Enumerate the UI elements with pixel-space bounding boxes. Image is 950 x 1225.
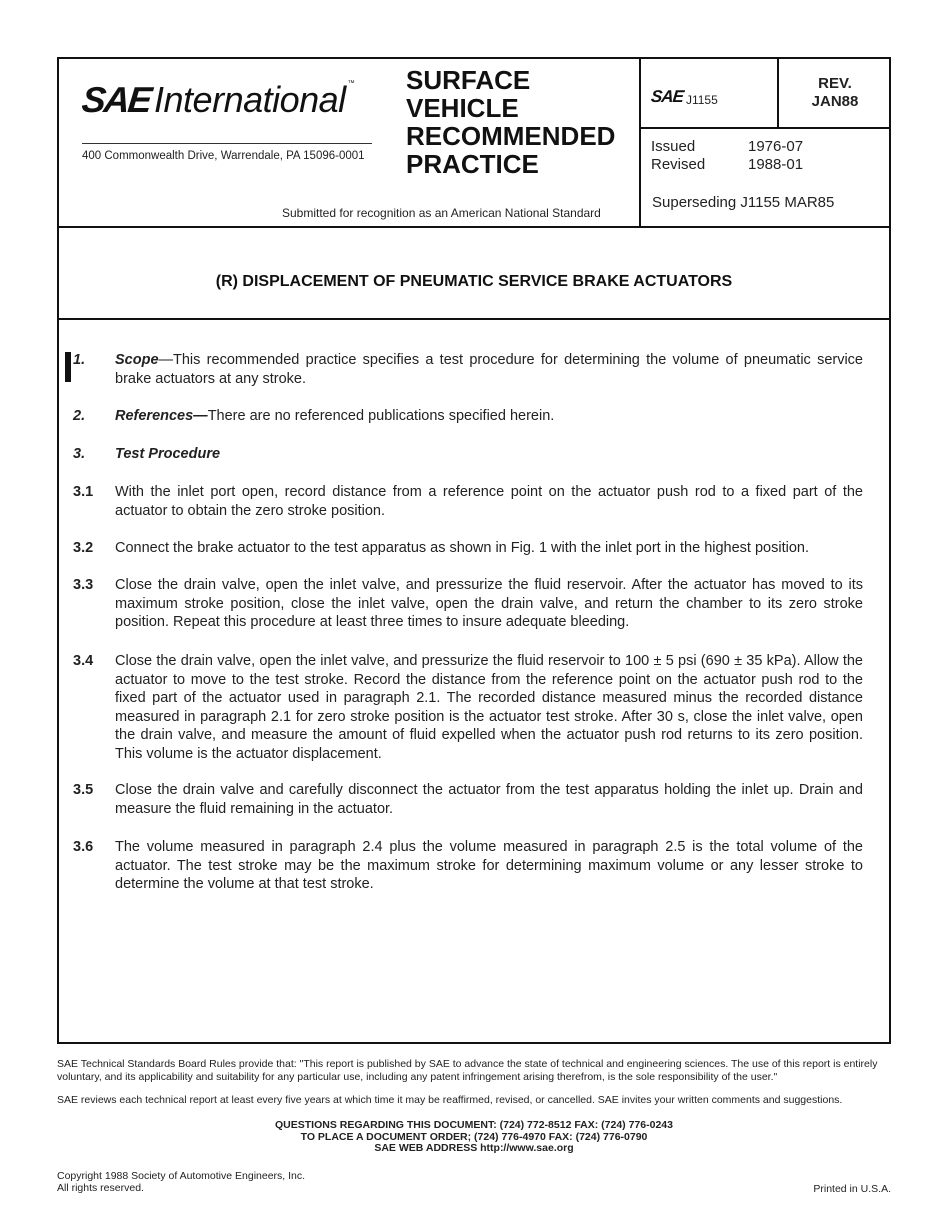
- logo-sae-mark: SAE: [79, 79, 153, 120]
- document-type: [406, 66, 615, 178]
- section-heading: References—: [115, 408, 208, 424]
- section-text: [115, 445, 863, 464]
- superseding-note: Superseding J1155 MAR85: [652, 194, 835, 211]
- contact-web: SAE WEB ADDRESS http://www.sae.org: [374, 1142, 574, 1154]
- section-number: 2.: [73, 408, 86, 424]
- printed-in: Printed in U.S.A.: [813, 1183, 891, 1195]
- section-heading: Test Procedure: [115, 446, 221, 462]
- header-column-rule: [639, 57, 641, 228]
- section-body: Connect the brake actuator to the test apparatus as shown in Fig. 1 with the inlet port in the highest position.: [115, 540, 809, 556]
- section-3-4: [73, 652, 863, 763]
- section-number: 1.: [73, 352, 86, 368]
- section-3: [73, 445, 863, 464]
- section-body: The volume measured in paragraph 2.4 plus the volume measured in paragraph 2.5 is the total volume of the actuator. The test stroke may be the maximum stroke for determining maximum volume or any lesser stroke to determine the volume at that test stroke.: [115, 839, 863, 892]
- section-body: Close the drain valve, open the inlet valve, and pressurize the fluid reservoir to 100 ± 5 psi (690 ± 35 kPa). Allow the actuator to move to the test stroke. Record the distance from the reference point on the actuator push rod to the fixed part of the actuator used in paragraph 2.1. The recorded distance measured minus the recorded distance measured in paragraph 2.1 for zero stroke position is the actuator test stroke. After 30 s, close the inlet valve, open the drain valve, and measure the amount of fluid expelled when the actuator push rod returns to its zero position. This volume is the actuator displacement.: [115, 653, 863, 762]
- copyright: [57, 1170, 305, 1194]
- rev-label: REV.: [818, 75, 852, 92]
- section-number: 3.2: [73, 540, 94, 556]
- section-heading: Scope: [115, 352, 159, 368]
- section-3-3: [73, 576, 863, 632]
- document-title: (R) DISPLACEMENT OF PNEUMATIC SERVICE BRAKE ACTUATORS: [215, 273, 733, 290]
- revision-bar: [65, 352, 71, 382]
- section-number: 3.: [73, 446, 86, 462]
- issued-date: 1976-07: [748, 138, 804, 155]
- doc-type-line: VEHICLE: [406, 93, 519, 123]
- sae-international-logo: [79, 78, 355, 120]
- doc-type-line: SURFACE: [406, 65, 531, 95]
- contact-info: [57, 1120, 891, 1155]
- issued-row: [651, 138, 803, 156]
- document-number: [651, 87, 718, 107]
- section-body: There are no referenced publications specified herein.: [207, 408, 555, 424]
- contact-order: TO PLACE A DOCUMENT ORDER; (724) 776-4970 FAX: (724) 776-0790: [300, 1130, 648, 1143]
- copyright-line: Copyright 1988 Society of Automotive Engineers, Inc.: [57, 1170, 306, 1182]
- section-number: 3.6: [73, 839, 94, 855]
- section-1: [73, 351, 863, 388]
- rights-line: All rights reserved.: [57, 1182, 144, 1194]
- board-rules-note: SAE Technical Standards Board Rules provide that: "This report is published by SAE to advance the state of technical and engineering sciences. The use of this report is entirely voluntary, and its applicability and suitability for any particular use, including any patent infringement arising therefrom, is the sole responsibility of the user.": [57, 1058, 878, 1083]
- revision-box: [779, 75, 891, 111]
- section-3-6: [73, 838, 863, 894]
- logo-rule: [82, 143, 372, 144]
- section-body: Close the drain valve, open the inlet valve, and pressurize the fluid reservoir. After the actuator has moved to its maximum stroke position, close the inlet valve, open the drain valve, and return the chamber to its zero stroke position. Repeat this procedure at least three times to insure adequate bleeding.: [115, 577, 863, 630]
- logo-international-text: International: [154, 79, 346, 120]
- revised-date: 1988-01: [748, 156, 804, 173]
- section-number: 3.3: [73, 577, 94, 593]
- doc-type-line: PRACTICE: [406, 149, 539, 179]
- rev-date: JAN88: [811, 93, 859, 110]
- section-text: [115, 351, 863, 388]
- trademark-mark: ™: [347, 80, 355, 87]
- ansi-submission-note: Submitted for recognition as an American National Standard: [282, 206, 601, 220]
- address: 400 Commonwealth Drive, Warrendale, PA 15096-0001: [82, 150, 365, 162]
- section-number: 3.5: [73, 782, 94, 798]
- section-3-5: [73, 781, 863, 818]
- revised-row: [651, 156, 803, 174]
- section-3-2: [73, 539, 863, 558]
- number-row-rule: [639, 127, 891, 129]
- issued-label: Issued: [651, 138, 696, 155]
- revised-label: Revised: [651, 156, 706, 173]
- section-number: 3.4: [73, 653, 94, 669]
- sae-small-mark: SAE: [650, 87, 685, 106]
- section-text: [115, 407, 863, 426]
- review-note: SAE reviews each technical report at least every five years at which time it may be reaffirmed, revised, or cancelled. SAE invites your written comments and suggestions.: [57, 1094, 843, 1106]
- section-3-1: [73, 483, 863, 520]
- section-body: With the inlet port open, record distance from a reference point on the actuator push rod to a fixed part of the actuator to obtain the zero stroke position.: [115, 484, 863, 519]
- issue-dates: [651, 138, 803, 174]
- section-2: [73, 407, 863, 426]
- title-divider: [57, 318, 891, 320]
- header-divider: [57, 226, 891, 228]
- contact-questions: QUESTIONS REGARDING THIS DOCUMENT: (724) 772-8512 FAX: (724) 776-0243: [275, 1119, 673, 1131]
- doc-number-text: J1155: [685, 93, 718, 107]
- section-body: Close the drain valve and carefully disconnect the actuator from the test apparatus holding the inlet up. Drain and measure the fluid remaining in the actuator.: [115, 782, 863, 817]
- section-number: 3.1: [73, 484, 94, 500]
- section-body: —This recommended practice specifies a test procedure for determining the volume of pneumatic service brake actuators at any stroke.: [115, 352, 863, 387]
- doc-type-line: RECOMMENDED: [406, 121, 616, 151]
